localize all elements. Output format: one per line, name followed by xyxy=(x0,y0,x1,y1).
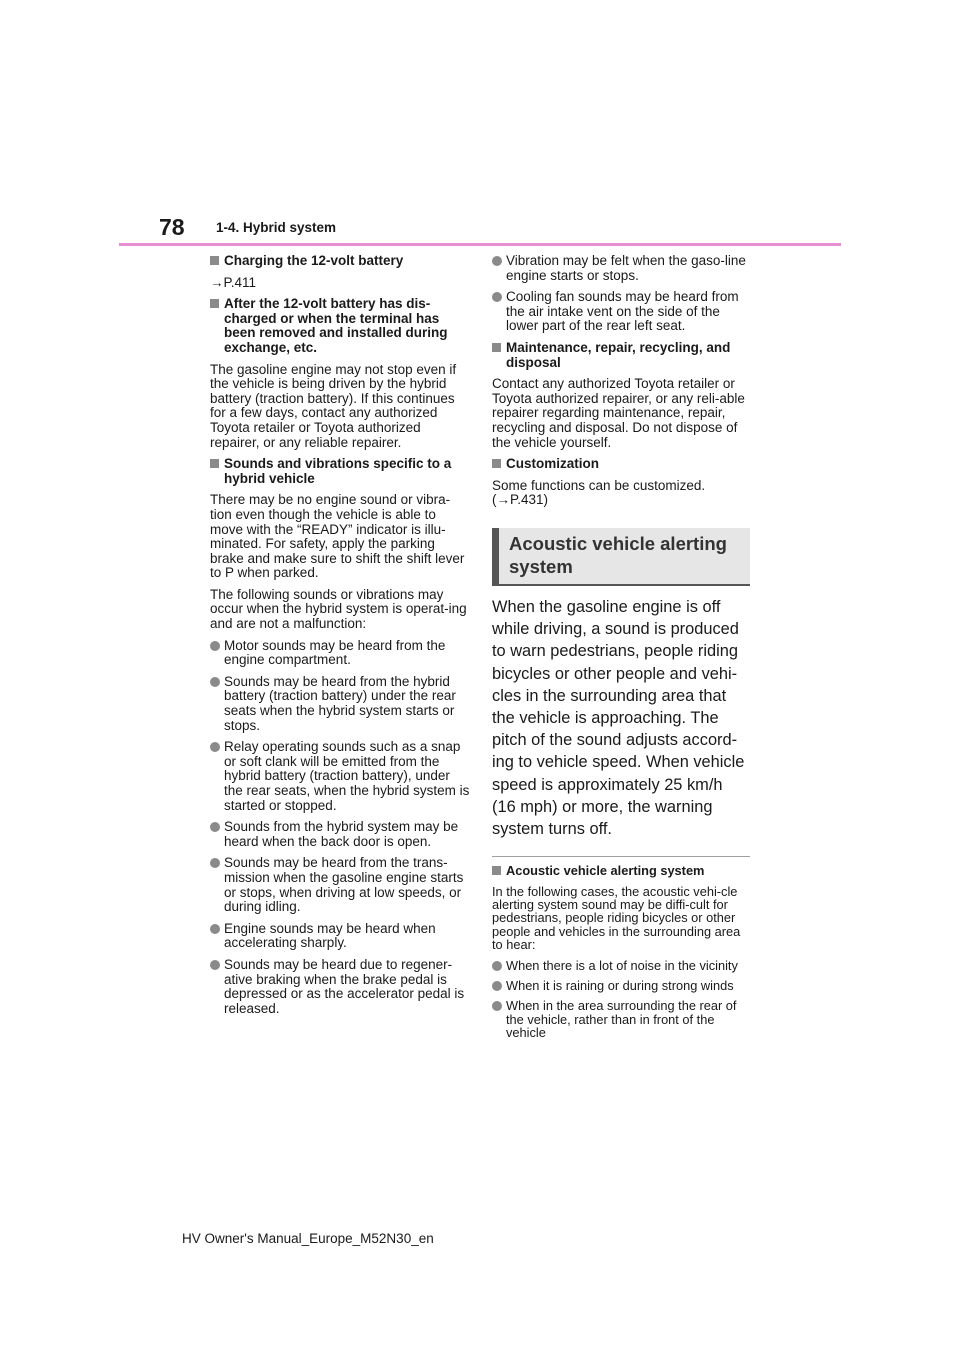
list-item-text: Sounds from the hybrid system may be heard when the back door is open. xyxy=(224,819,459,849)
square-bullet-icon xyxy=(210,299,219,308)
list-item-text: Vibration may be felt when the gaso-line engine starts or stops. xyxy=(506,253,746,283)
list-item xyxy=(492,290,750,334)
square-bullet-icon xyxy=(210,459,219,468)
list-item-text: Engine sounds may be heard when accelerating sharply. xyxy=(224,920,436,951)
circle-bullet-icon xyxy=(492,292,502,302)
header-rule xyxy=(119,243,841,246)
list-item-text: Relay operating sounds such as a snap or soft clank will be emitted from the hybrid battery (traction battery), under the rear seats, when the hybrid system is started or stopped. xyxy=(224,739,470,813)
circle-bullet-icon xyxy=(210,677,220,687)
square-bullet-icon xyxy=(492,459,501,468)
footer-text: HV Owner's Manual_Europe_M52N30_en xyxy=(182,1231,434,1246)
square-bullet-icon xyxy=(492,866,501,875)
heading-text: Sounds and vibrations specific to a hybrid vehicle xyxy=(224,456,452,486)
list-item xyxy=(210,675,470,733)
heading-customization xyxy=(492,457,750,472)
divider xyxy=(492,856,750,857)
list-item-text: Sounds may be heard due to regener-ative braking when the brake pedal is depressed or as the accelerator pedal is released. xyxy=(224,956,465,1016)
list-item xyxy=(492,959,750,972)
list-item xyxy=(210,922,470,951)
list-item-text: When it is raining or during strong winds xyxy=(506,977,734,993)
customization-paragraph: Some functions can be customized. (→P.431) xyxy=(492,477,706,508)
list-item xyxy=(210,639,470,668)
page-number: 78 xyxy=(159,214,185,240)
circle-bullet-icon xyxy=(210,960,220,970)
intro-paragraph: When the gasoline engine is off while driving, a sound is produced to warn pedestrians, people riding bicycles or other people and vehi-cles in the surrounding area that the vehicle is approaching. The pitch of the sound adjusts accord-ing to vehicle speed. When vehicle speed is approximately 25 km/h (16 mph) or more, the warning system turns off. xyxy=(492,597,745,838)
list-item-text: Motor sounds may be heard from the engine compartment. xyxy=(224,637,446,668)
heading-text: Customization xyxy=(506,456,599,472)
heading-text: Charging the 12-volt battery xyxy=(224,253,404,268)
section-title: 1-4. Hybrid system xyxy=(216,220,337,235)
paragraph: Contact any authorized Toyota retailer or Toyota authorized repairer, or any reli-able repairer regarding maintenance, repair, recycling and disposal. Do not dispose of the vehicle yourself. xyxy=(492,376,745,450)
circle-bullet-icon xyxy=(210,924,220,934)
paragraph: There may be no engine sound or vibra-tion even though the vehicle is able to move with the “READY” indicator is illu-minated. For safety, apply the parking brake and make sure to shift the shift lever to P when parked. xyxy=(210,492,465,581)
list-item-text: When in the area surrounding the rear of the vehicle, rather than in front of the vehicle xyxy=(506,998,737,1041)
paragraph: The following sounds or vibrations may occur when the hybrid system is operat-ing and are not a malfunction: xyxy=(210,586,467,632)
circle-bullet-icon xyxy=(210,742,220,752)
heading-acoustic-alerting xyxy=(492,864,750,877)
list-item-text: Sounds may be heard from the trans-mission when the gasoline engine starts or stops, when driving at low speeds, or during idling. xyxy=(224,855,464,915)
list-item-text: Cooling fan sounds may be heard from the air intake vent on the side of the lower part of the rear left seat. xyxy=(506,289,739,334)
list-item xyxy=(492,999,750,1039)
circle-bullet-icon xyxy=(492,1001,502,1011)
right-column xyxy=(492,254,750,1047)
page-reference-link[interactable]: →P.411 xyxy=(210,274,257,290)
square-bullet-icon xyxy=(210,256,219,265)
heading-text: After the 12-volt battery has dis-charged or when the terminal has been removed and installed during exchange, etc. xyxy=(224,296,448,355)
list-item-text: Sounds may be heard from the hybrid battery (traction battery) under the rear seats when the hybrid system starts or stops. xyxy=(224,673,456,733)
heading-sounds-vibrations xyxy=(210,457,470,486)
heading-text: Acoustic vehicle alerting system xyxy=(506,863,705,879)
heading-text: Maintenance, repair, recycling, and disposal xyxy=(506,339,731,370)
heading-battery-discharged xyxy=(210,297,470,355)
list-item xyxy=(210,958,470,1016)
circle-bullet-icon xyxy=(492,981,502,991)
list-item xyxy=(210,856,470,914)
square-bullet-icon xyxy=(492,343,501,352)
heading-charging xyxy=(210,254,470,269)
circle-bullet-icon xyxy=(492,256,502,266)
circle-bullet-icon xyxy=(210,822,220,832)
heading-maintenance xyxy=(492,341,750,370)
section-box-title: Acoustic vehicle alerting system xyxy=(492,528,750,586)
paragraph: The gasoline engine may not stop even if the vehicle is being driven by the hybrid battery (traction battery). If this continues for a few days, contact any authorized Toyota retailer or Toyota authorized repairer, or any reliable repairer. xyxy=(210,361,457,450)
circle-bullet-icon xyxy=(210,858,220,868)
circle-bullet-icon xyxy=(492,961,502,971)
list-item xyxy=(492,254,750,283)
list-item xyxy=(210,740,470,813)
list-item xyxy=(210,820,470,849)
circle-bullet-icon xyxy=(210,641,220,651)
left-column xyxy=(210,254,470,1023)
paragraph: In the following cases, the acoustic vehi-cle alerting system sound may be diffi-cult for pedestrians, people riding bicycles or other people and vehicles in the surrounding area to hear: xyxy=(492,883,741,953)
list-item-text: When there is a lot of noise in the vicinity xyxy=(506,957,738,973)
list-item xyxy=(492,979,750,992)
